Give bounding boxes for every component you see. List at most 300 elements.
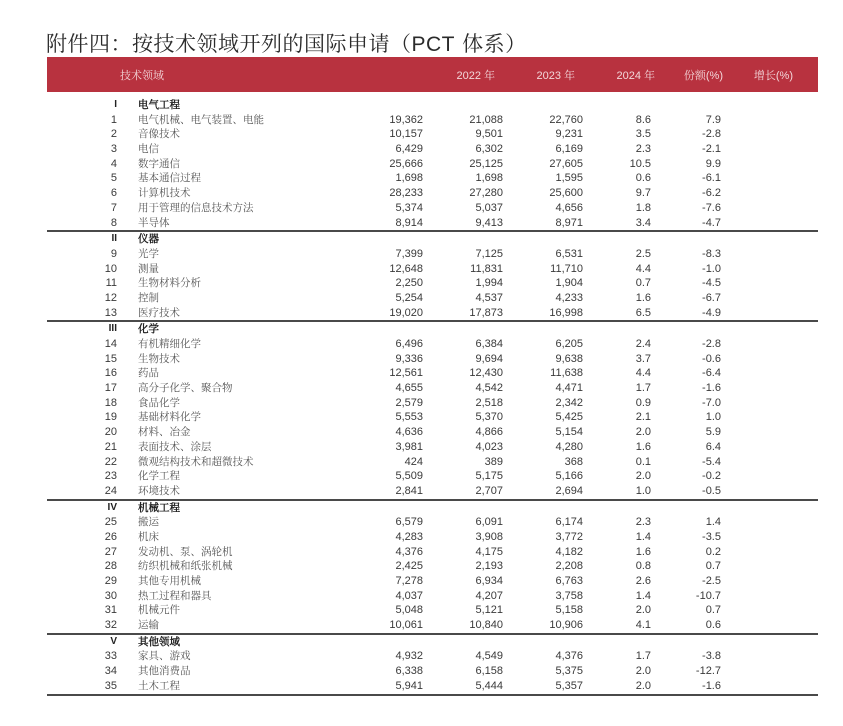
cell-2024: 25,600 [549,187,583,200]
cell-2024: 6,169 [555,143,583,156]
cell-growth: -4.5 [702,277,721,290]
row-field-name: 其他专用机械 [138,575,201,587]
cell-growth: 0.6 [705,619,721,632]
row-field-name: 环境技术 [138,484,180,497]
row-number: 17 [104,382,117,395]
table-row [47,410,818,425]
cell-share: 2.3 [635,516,651,529]
cell-2024: 5,425 [555,411,583,424]
cell-share: 2.5 [635,247,651,260]
group-section [47,322,818,500]
table-row [47,649,818,664]
cell-2023: 5,370 [475,411,503,424]
row-number: 9 [110,247,117,260]
group-header-row [47,322,818,337]
table-row [47,603,818,618]
table-header [47,57,818,92]
cell-2024: 2,342 [555,396,583,409]
cell-share: 1.6 [635,440,651,453]
cell-2023: 4,537 [475,291,503,304]
cell-2023: 5,121 [475,604,503,617]
cell-share: 0.6 [635,172,651,185]
cell-share: 2.0 [635,604,651,617]
cell-2022: 6,496 [395,338,423,350]
header-2022: 2022 年 [456,69,495,82]
row-field-name: 化学工程 [138,470,180,483]
cell-2022: 4,655 [395,382,423,395]
cell-2022: 2,841 [395,484,423,497]
cell-share: 2.0 [635,426,651,439]
cell-2024: 6,205 [555,338,583,350]
cell-2022: 19,362 [389,113,423,126]
cell-share: 0.7 [635,277,651,290]
cell-growth: -12.7 [695,665,721,678]
table-row [47,618,818,633]
cell-2022: 5,941 [395,679,423,692]
cell-2023: 2,518 [475,396,503,409]
row-number: 5 [110,172,117,185]
cell-share: 2.1 [635,411,651,424]
cell-growth: -0.6 [702,352,721,365]
row-field-name: 纺织机械和纸张机械 [138,560,233,573]
cell-2024: 11,710 [550,262,583,275]
cell-2023: 5,175 [475,470,503,483]
row-number: 13 [104,306,117,319]
cell-2022: 4,932 [395,650,423,663]
cell-2024: 2,208 [555,560,583,573]
row-number: 10 [104,262,117,275]
table-row [47,469,818,484]
row-number: 14 [104,338,117,350]
row-field-name: 基础材料化学 [138,411,201,424]
cell-2023: 27,280 [469,187,503,200]
cell-2024: 6,763 [555,575,583,587]
cell-2022: 4,283 [395,530,423,543]
cell-2022: 8,914 [395,216,423,229]
table-row [47,589,818,604]
cell-2023: 6,302 [475,143,503,156]
cell-2022: 5,048 [395,604,423,617]
row-number: 8 [110,216,117,229]
cell-2023: 6,091 [475,516,503,529]
cell-share: 6.5 [635,306,651,319]
cell-2022: 1,698 [395,172,423,185]
table-row [47,484,818,499]
table-row [47,679,818,694]
cell-2024: 8,971 [555,216,583,229]
cell-2023: 9,501 [475,128,503,141]
cell-2024: 4,656 [555,201,583,214]
cell-2023: 2,193 [475,560,503,573]
row-number: 1 [110,113,117,126]
group-section [47,635,818,696]
header-2024: 2024 年 [616,69,655,82]
cell-2024: 5,375 [555,665,583,678]
row-field-name: 有机精细化学 [138,338,201,350]
cell-share: 8.6 [635,113,651,126]
cell-growth: 0.7 [705,604,721,617]
cell-2024: 4,471 [555,382,583,395]
cell-share: 1.4 [635,589,651,602]
cell-2023: 4,175 [475,545,503,558]
table-row [47,352,818,367]
header-2023: 2023 年 [536,69,575,82]
cell-2023: 4,023 [475,440,503,453]
cell-2024: 4,233 [555,291,583,304]
row-field-name: 控制 [138,291,159,304]
row-number: 3 [110,143,117,156]
row-number: 23 [104,470,117,483]
cell-2024: 5,357 [555,679,583,692]
row-field-name: 运输 [138,619,159,632]
cell-2022: 4,376 [395,545,423,558]
row-field-name: 数字通信 [138,157,180,170]
cell-2024: 10,906 [549,619,583,632]
table-row [47,201,818,216]
cell-2022: 5,553 [395,411,423,424]
cell-2023: 4,549 [475,650,503,663]
cell-2023: 1,994 [475,277,503,290]
cell-growth: 1.0 [705,411,721,424]
title-pct: PCT [411,33,455,56]
table-row [47,157,818,172]
cell-share: 1.0 [635,484,651,497]
table-body [47,92,818,696]
cell-2024: 16,998 [549,306,583,319]
group-name: 化学 [138,323,159,336]
cell-growth: -6.7 [702,291,721,304]
page-title [46,28,527,58]
cell-share: 0.1 [635,455,651,468]
table-row [47,142,818,157]
cell-2023: 9,694 [475,352,503,365]
cell-growth: -7.6 [702,201,721,214]
cell-2022: 2,425 [395,560,423,573]
row-number: 11 [105,277,117,290]
cell-2024: 1,595 [555,172,583,185]
cell-2022: 4,636 [395,426,423,439]
table-row [47,515,818,530]
row-field-name: 家具、游戏 [138,650,191,663]
group-id: I [114,99,117,110]
table-row [47,276,818,291]
cell-2023: 25,125 [469,157,503,170]
row-field-name: 医疗技术 [138,306,180,319]
cell-growth: -1.6 [702,382,721,395]
cell-growth: -2.5 [702,575,721,587]
row-field-name: 食品化学 [138,396,180,409]
table-row [47,664,818,679]
row-number: 28 [104,560,117,573]
title-prefix: 附件四：按技术领域开列的国际申请（ [46,32,412,56]
cell-2024: 1,904 [555,277,583,290]
cell-2023: 21,088 [469,113,503,126]
cell-2023: 17,873 [469,306,503,319]
cell-share: 2.0 [635,665,651,678]
cell-growth: -6.4 [702,367,721,380]
cell-2022: 10,157 [389,128,423,141]
row-number: 15 [104,352,117,365]
table-row [47,262,818,277]
cell-2023: 1,698 [475,172,503,185]
cell-2022: 5,509 [395,470,423,483]
row-field-name: 半导体 [138,216,170,229]
cell-2022: 5,254 [395,291,423,304]
cell-2022: 10,061 [389,619,423,632]
cell-growth: -1.6 [702,679,721,692]
row-field-name: 计算机技术 [138,187,191,200]
group-name: 机械工程 [138,501,180,514]
cell-2024: 5,166 [555,470,583,483]
cell-share: 4.1 [635,619,651,632]
cell-2022: 3,981 [395,440,423,453]
cell-2024: 4,376 [555,650,583,663]
row-field-name: 生物材料分析 [138,277,201,290]
row-number: 29 [104,575,117,587]
table-row [47,455,818,470]
cell-growth: -3.5 [702,530,721,543]
title-suffix: 体系） [455,32,527,56]
cell-growth: 0.2 [705,545,721,558]
cell-2024: 6,531 [555,247,583,260]
cell-2023: 2,707 [475,484,503,497]
header-growth: 增长(%) [753,69,793,82]
cell-growth: -6.2 [702,187,721,200]
cell-share: 1.6 [635,291,651,304]
row-field-name: 土木工程 [138,679,180,692]
row-number: 32 [104,619,117,632]
cell-share: 1.8 [635,201,651,214]
row-field-name: 微观结构技术和超微技术 [138,455,254,468]
group-id: III [108,323,117,335]
cell-growth: 7.9 [705,113,721,126]
cell-2023: 9,413 [475,216,503,229]
row-field-name: 电气机械、电气装置、电能 [138,113,264,126]
cell-growth: -3.8 [702,650,721,663]
cell-growth: -0.5 [702,484,721,497]
cell-2022: 2,579 [395,396,423,409]
row-number: 33 [104,650,117,663]
cell-growth: 6.4 [705,440,721,453]
cell-2024: 4,182 [555,545,583,558]
cell-share: 0.9 [635,396,651,409]
group-name: 其他领域 [138,635,180,648]
cell-2022: 7,278 [395,575,423,587]
cell-2024: 3,758 [555,589,583,602]
table-row [47,216,818,231]
cell-share: 1.7 [635,650,651,663]
row-number: 34 [104,665,117,678]
group-id: V [110,635,117,647]
row-field-name: 生物技术 [138,352,180,365]
cell-2023: 4,866 [475,426,503,439]
cell-growth: 1.4 [705,516,721,529]
cell-2022: 7,399 [395,247,423,260]
cell-2024: 9,638 [555,352,583,365]
cell-growth: -6.1 [702,172,721,185]
table-row [47,396,818,411]
cell-share: 2.6 [635,575,651,587]
cell-2024: 3,772 [555,530,583,543]
row-number: 24 [104,484,117,497]
row-field-name: 测量 [138,262,159,275]
cell-2022: 28,233 [389,187,423,200]
cell-2022: 25,666 [389,157,423,170]
cell-2022: 9,336 [395,352,423,365]
cell-share: 3.4 [635,216,651,229]
row-number: 18 [104,396,117,409]
cell-2024: 6,174 [555,516,583,529]
cell-share: 3.5 [635,128,651,141]
cell-share: 1.4 [635,530,651,543]
header-share: 份额(%) [683,69,723,82]
row-number: 7 [110,201,117,214]
cell-2023: 6,384 [475,338,503,350]
cell-2022: 6,338 [395,665,423,678]
table-row [47,127,818,142]
row-field-name: 光学 [138,247,159,260]
cell-share: 3.7 [635,352,651,365]
table-row [47,291,818,306]
cell-growth: -4.7 [702,216,721,229]
cell-share: 10.5 [629,157,651,170]
cell-growth: -8.3 [702,247,721,260]
table-row [47,113,818,128]
row-number: 12 [104,291,117,304]
cell-share: 1.7 [635,382,651,395]
header-field: 技术领域 [120,69,164,82]
group-header-row [47,501,818,516]
cell-2023: 6,158 [475,665,503,678]
row-number: 30 [104,589,117,602]
row-field-name: 音像技术 [138,128,180,141]
row-field-name: 机械元件 [138,604,180,617]
row-number: 2 [110,128,117,141]
row-field-name: 基本通信过程 [138,172,201,185]
row-field-name: 药品 [138,367,159,380]
group-name: 电气工程 [138,99,180,111]
cell-2023: 5,444 [475,679,503,692]
row-field-name: 其他消费品 [138,665,191,678]
row-number: 26 [104,530,117,543]
cell-growth: -10.7 [695,589,721,602]
row-number: 20 [104,426,117,439]
group-section [47,501,818,635]
group-header-row [47,98,818,113]
cell-share: 2.4 [635,338,651,350]
row-number: 35 [104,679,117,692]
cell-growth: -7.0 [702,396,721,409]
cell-2024: 5,158 [555,604,583,617]
row-field-name: 热工过程和器具 [138,589,212,602]
row-number: 31 [104,604,117,617]
cell-share: 2.3 [635,143,651,156]
table-row [47,337,818,352]
row-number: 19 [104,411,117,424]
group-name: 仪器 [138,233,159,246]
row-field-name: 电信 [138,143,159,156]
table-row [47,559,818,574]
cell-share: 2.0 [635,679,651,692]
cell-growth: 0.7 [705,560,721,573]
cell-2024: 22,760 [549,113,583,126]
cell-2022: 6,429 [395,143,423,156]
cell-2024: 5,154 [555,426,583,439]
table-row [47,440,818,455]
cell-2024: 368 [564,455,583,468]
cell-share: 4.4 [635,367,651,380]
cell-share: 0.8 [635,560,651,573]
cell-2023: 11,831 [470,262,503,275]
cell-2023: 4,207 [475,589,503,602]
cell-2023: 6,934 [475,575,503,587]
cell-2022: 5,374 [395,201,423,214]
row-field-name: 用于管理的信息技术方法 [138,201,254,214]
group-section [47,232,818,322]
cell-growth: -0.2 [702,470,721,483]
cell-share: 1.6 [635,545,651,558]
row-field-name: 发动机、泵、涡轮机 [138,545,233,558]
group-header-row [47,232,818,247]
row-field-name: 搬运 [138,516,159,529]
cell-share: 9.7 [635,187,651,200]
cell-growth: -2.1 [702,143,721,156]
cell-growth: -4.9 [702,306,721,319]
row-field-name: 高分子化学、聚合物 [138,382,233,395]
cell-2024: 27,605 [549,157,583,170]
group-header-row [47,635,818,650]
row-field-name: 机床 [138,530,159,543]
cell-2023: 10,840 [469,619,503,632]
row-number: 27 [104,545,117,558]
table-row [47,545,818,560]
cell-2022: 12,648 [389,262,423,275]
cell-2023: 5,037 [475,201,503,214]
row-number: 4 [110,157,117,170]
cell-2023: 389 [484,455,503,468]
row-number: 16 [104,367,117,380]
row-number: 22 [104,455,117,468]
cell-2023: 4,542 [475,382,503,395]
group-section [47,98,818,232]
cell-2023: 12,430 [469,367,503,380]
row-field-name: 表面技术、涂层 [138,440,212,453]
cell-growth: -2.8 [702,338,721,350]
cell-2023: 3,908 [475,530,503,543]
cell-2023: 7,125 [475,247,503,260]
cell-growth: -1.0 [702,262,721,275]
table-row [47,381,818,396]
cell-2022: 6,579 [395,516,423,529]
cell-share: 4.4 [635,262,651,275]
cell-growth: 9.9 [705,157,721,170]
cell-2024: 11,638 [550,367,583,380]
row-field-name: 材料、冶金 [138,426,191,439]
cell-2024: 2,694 [555,484,583,497]
cell-growth: -2.8 [702,128,721,141]
table-row [47,574,818,589]
table-row [47,186,818,201]
cell-2022: 424 [404,455,423,468]
cell-2024: 9,231 [555,128,583,141]
cell-growth: 5.9 [705,426,721,439]
row-number: 6 [110,187,117,200]
cell-growth: -5.4 [702,455,721,468]
table-row [47,425,818,440]
table-row [47,306,818,321]
group-id: IV [107,501,117,513]
cell-2022: 4,037 [395,589,423,602]
